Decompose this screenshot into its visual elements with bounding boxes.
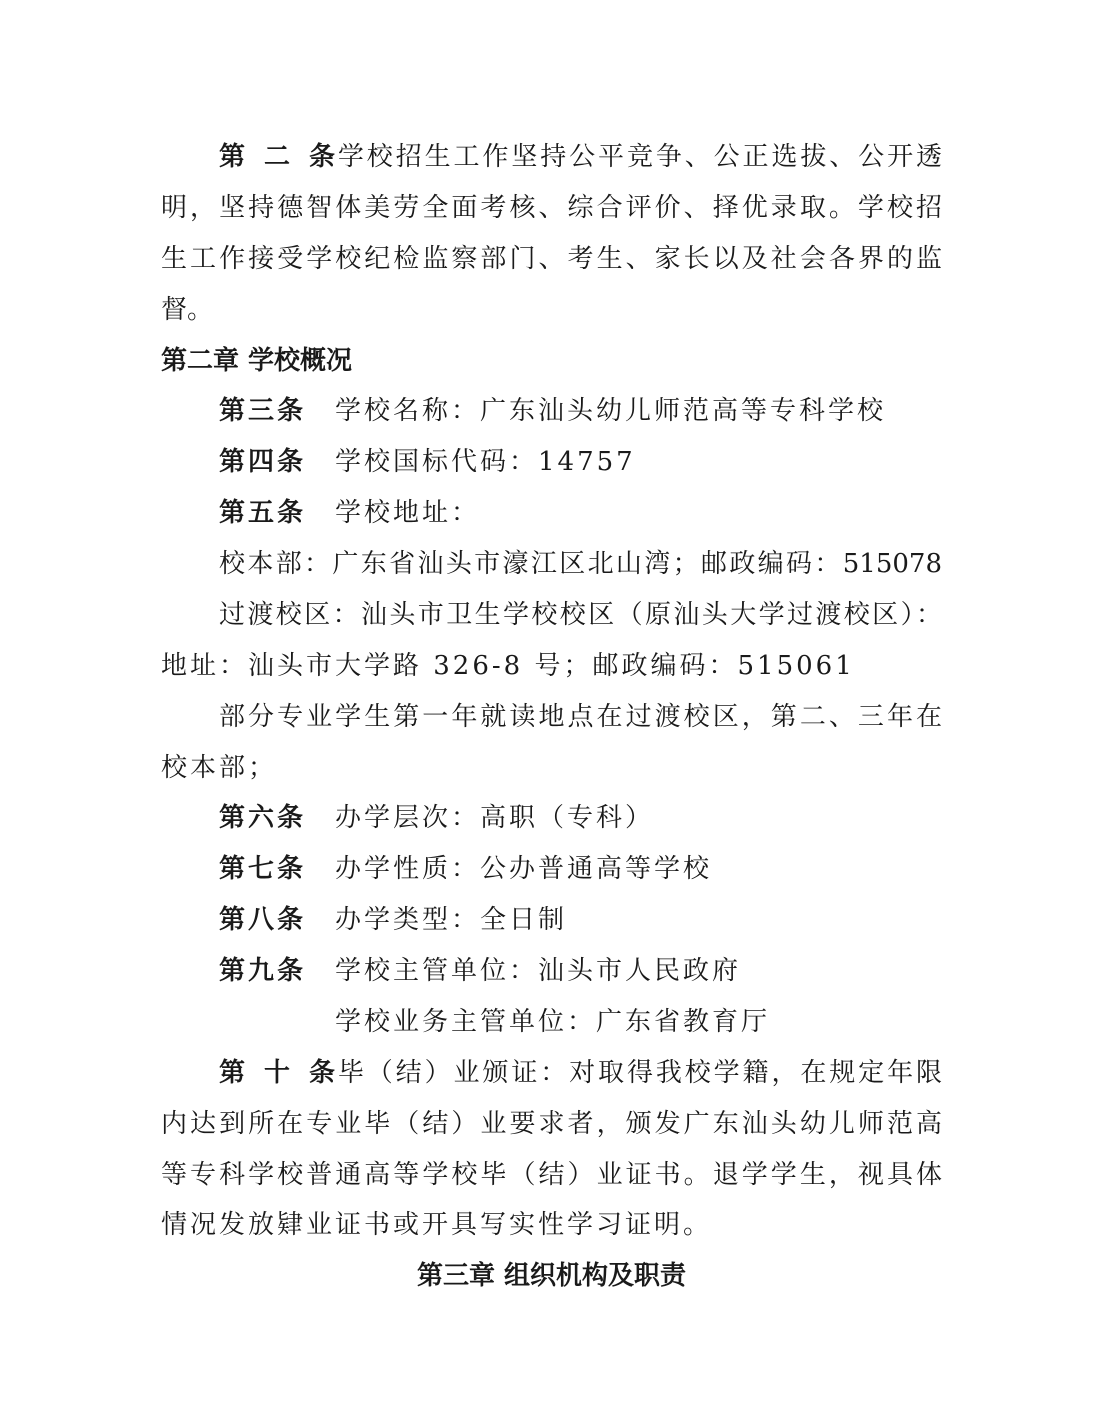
article-8 (219, 900, 942, 940)
article-6 (219, 798, 942, 838)
article-text: 办学层次：高职（专科） (335, 803, 655, 833)
transition-campus-line-2: 地址：汕头市大学路 326-8 号；邮政编码：515061 (161, 651, 855, 681)
transition-campus-line-1: 过渡校区：汕头市卫生学校校区（原汕头大学过渡校区）： (219, 600, 942, 630)
article-2-line-1 (219, 137, 942, 177)
article-label: 第八条 (219, 905, 307, 935)
article-7 (219, 849, 942, 889)
article-text: 毕（结）业颁证：对取得我校学籍，在规定年限 (335, 1058, 942, 1088)
article-9 (219, 951, 942, 991)
article-10-line-2: 内达到所在专业毕（结）业要求者，颁发广东汕头幼儿师范高 (161, 1109, 942, 1139)
article-label: 第十条 (219, 1058, 335, 1088)
article-10-line-3: 等专科学校普通高等学校毕（结）业证书。退学学生，视具体 (161, 1160, 942, 1190)
article-text: 学校招生工作坚持公平竞争、公正选拔、公开透 (335, 142, 942, 172)
article-text: 办学类型：全日制 (335, 905, 568, 935)
article-text: 学校国标代码：14757 (335, 447, 636, 477)
article-4 (219, 442, 942, 482)
article-label: 第七条 (219, 854, 307, 884)
article-2-line-4: 督。 (161, 295, 214, 325)
article-3 (219, 391, 942, 431)
article-text: 学校主管单位：汕头市人民政府 (335, 956, 742, 986)
article-label: 第六条 (219, 803, 307, 833)
article-2-line-2: 明，坚持德智体美劳全面考核、综合评价、择优录取。学校招 (161, 193, 942, 223)
article-text: 学校地址： (335, 498, 481, 528)
article-label: 第四条 (219, 447, 307, 477)
article-label: 第三条 (219, 396, 307, 426)
article-2-line-3: 生工作接受学校纪检监察部门、考生、家长以及社会各界的监 (161, 244, 942, 274)
article-label: 第九条 (219, 956, 307, 986)
article-5 (219, 493, 942, 533)
chapter-2-heading: 第二章 学校概况 (161, 346, 353, 376)
article-text: 办学性质：公办普通高等学校 (335, 854, 713, 884)
article-10-line-1 (219, 1053, 942, 1093)
campus-note-line-2: 校本部； (161, 753, 278, 783)
article-label: 第五条 (219, 498, 307, 528)
article-text: 学校名称：广东汕头幼儿师范高等专科学校 (335, 396, 887, 426)
article-10-line-4: 情况发放肄业证书或开具写实性学习证明。 (161, 1210, 713, 1240)
article-9-line-2: 学校业务主管单位：广东省教育厅 (335, 1007, 771, 1037)
main-campus-address: 校本部：广东省汕头市濠江区北山湾；邮政编码：515078 (219, 549, 942, 579)
chapter-3-heading: 第三章 组织机构及职责 (416, 1261, 687, 1291)
article-label: 第二条 (219, 142, 335, 172)
campus-note-line-1: 部分专业学生第一年就读地点在过渡校区，第二、三年在 (219, 702, 942, 732)
